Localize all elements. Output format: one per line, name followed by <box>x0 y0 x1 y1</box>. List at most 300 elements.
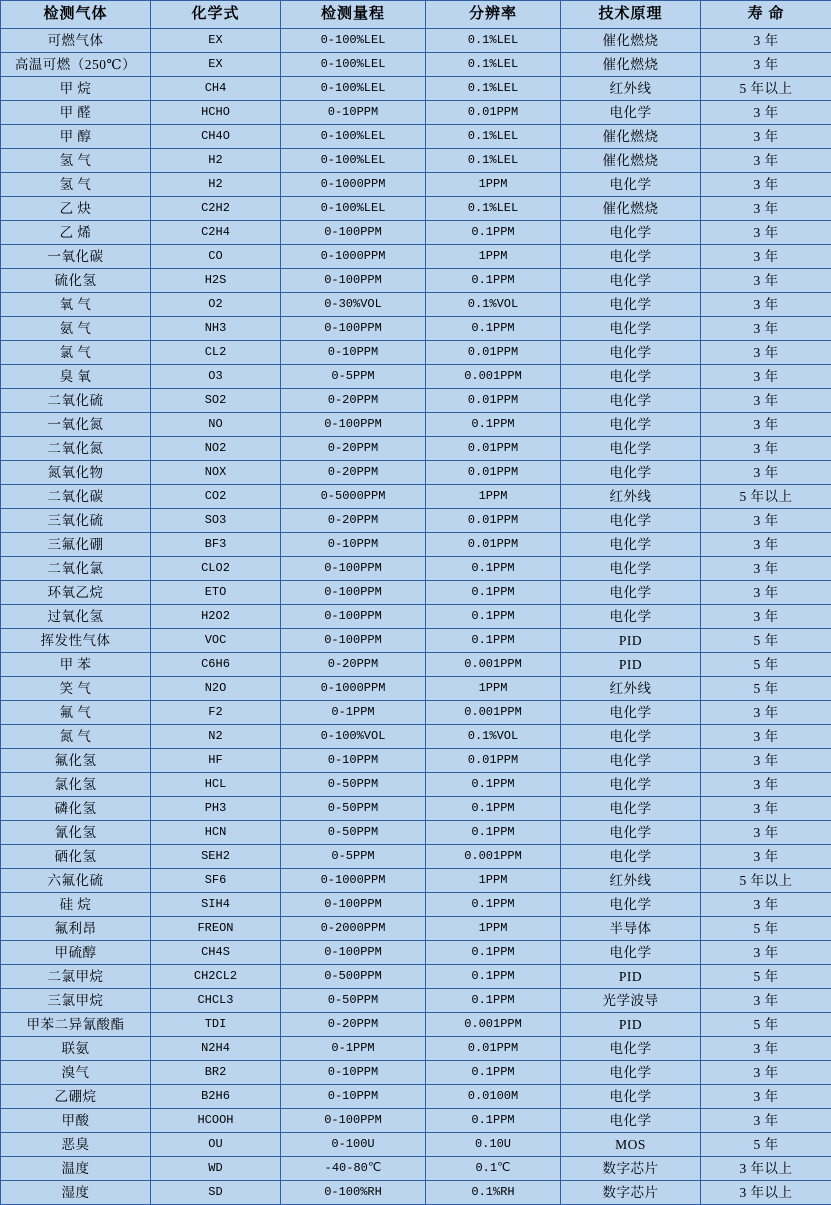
cell-range: 0-100%LEL <box>281 125 426 149</box>
cell-formula: SF6 <box>151 869 281 893</box>
cell-gas: 乙 烯 <box>1 221 151 245</box>
cell-lifetime: 3 年 <box>701 701 831 725</box>
cell-technology: 电化学 <box>561 581 701 605</box>
cell-gas: 联氨 <box>1 1037 151 1061</box>
cell-lifetime: 3 年 <box>701 53 831 77</box>
table-row <box>1 1181 831 1205</box>
cell-technology: PID <box>561 1013 701 1037</box>
cell-resolution: 0.01PPM <box>426 341 561 365</box>
cell-resolution: 0.1%LEL <box>426 149 561 173</box>
cell-range: 0-10PPM <box>281 533 426 557</box>
cell-gas: 甲 醛 <box>1 101 151 125</box>
cell-technology: 电化学 <box>561 605 701 629</box>
table-row <box>1 581 831 605</box>
cell-lifetime: 3 年 <box>701 989 831 1013</box>
table-row <box>1 1037 831 1061</box>
cell-resolution: 0.01PPM <box>426 389 561 413</box>
cell-technology: 电化学 <box>561 437 701 461</box>
cell-technology: 电化学 <box>561 725 701 749</box>
cell-resolution: 0.1PPM <box>426 821 561 845</box>
cell-gas: 二氯甲烷 <box>1 965 151 989</box>
cell-range: 0-100PPM <box>281 413 426 437</box>
cell-formula: B2H6 <box>151 1085 281 1109</box>
cell-technology: 电化学 <box>561 173 701 197</box>
cell-resolution: 0.1PPM <box>426 1061 561 1085</box>
cell-formula: SIH4 <box>151 893 281 917</box>
cell-technology: 电化学 <box>561 1109 701 1133</box>
cell-gas: 乙硼烷 <box>1 1085 151 1109</box>
cell-technology: 数字芯片 <box>561 1181 701 1205</box>
cell-technology: 电化学 <box>561 893 701 917</box>
cell-range: 0-100PPM <box>281 605 426 629</box>
cell-technology: 催化燃烧 <box>561 197 701 221</box>
table-row <box>1 1109 831 1133</box>
cell-resolution: 1PPM <box>426 869 561 893</box>
cell-lifetime: 3 年 <box>701 773 831 797</box>
table-row <box>1 797 831 821</box>
column-header-resolution: 分辨率 <box>426 1 561 29</box>
cell-technology: 催化燃烧 <box>561 125 701 149</box>
cell-gas: 氮氧化物 <box>1 461 151 485</box>
cell-gas: 高温可燃（250℃） <box>1 53 151 77</box>
cell-formula: HCN <box>151 821 281 845</box>
cell-formula: SEH2 <box>151 845 281 869</box>
cell-formula: N2O <box>151 677 281 701</box>
cell-lifetime: 3 年 <box>701 893 831 917</box>
table-row <box>1 701 831 725</box>
column-header-technology: 技术原理 <box>561 1 701 29</box>
cell-range: 0-100%LEL <box>281 77 426 101</box>
cell-lifetime: 5 年以上 <box>701 485 831 509</box>
cell-resolution: 0.1PPM <box>426 797 561 821</box>
cell-range: 0-50PPM <box>281 797 426 821</box>
cell-resolution: 0.1PPM <box>426 629 561 653</box>
cell-range: 0-100%LEL <box>281 53 426 77</box>
cell-technology: 红外线 <box>561 77 701 101</box>
table-row <box>1 773 831 797</box>
cell-resolution: 0.1PPM <box>426 989 561 1013</box>
cell-range: 0-20PPM <box>281 437 426 461</box>
cell-resolution: 0.1%LEL <box>426 53 561 77</box>
table-row <box>1 77 831 101</box>
cell-lifetime: 3 年 <box>701 1061 831 1085</box>
cell-technology: 催化燃烧 <box>561 53 701 77</box>
table-row <box>1 269 831 293</box>
table-row <box>1 1013 831 1037</box>
table-row <box>1 1061 831 1085</box>
cell-formula: F2 <box>151 701 281 725</box>
table-row <box>1 1157 831 1181</box>
cell-formula: H2O2 <box>151 605 281 629</box>
cell-range: 0-100%LEL <box>281 149 426 173</box>
cell-technology: 光学波导 <box>561 989 701 1013</box>
cell-lifetime: 5 年 <box>701 629 831 653</box>
cell-range: 0-100PPM <box>281 629 426 653</box>
cell-lifetime: 3 年 <box>701 1109 831 1133</box>
cell-formula: O3 <box>151 365 281 389</box>
cell-resolution: 0.1PPM <box>426 1109 561 1133</box>
cell-lifetime: 3 年 <box>701 749 831 773</box>
cell-technology: 红外线 <box>561 485 701 509</box>
cell-resolution: 0.1%VOL <box>426 725 561 749</box>
cell-range: 0-10PPM <box>281 341 426 365</box>
cell-technology: 电化学 <box>561 293 701 317</box>
cell-gas: 氯化氢 <box>1 773 151 797</box>
cell-gas: 六氟化硫 <box>1 869 151 893</box>
cell-lifetime: 3 年 <box>701 341 831 365</box>
cell-range: 0-5000PPM <box>281 485 426 509</box>
cell-formula: H2 <box>151 173 281 197</box>
cell-technology: 电化学 <box>561 317 701 341</box>
cell-lifetime: 5 年 <box>701 1013 831 1037</box>
cell-formula: CO2 <box>151 485 281 509</box>
cell-formula: C2H2 <box>151 197 281 221</box>
cell-resolution: 0.01PPM <box>426 437 561 461</box>
cell-formula: CH4S <box>151 941 281 965</box>
cell-technology: 电化学 <box>561 941 701 965</box>
cell-gas: 三氟化硼 <box>1 533 151 557</box>
cell-range: 0-50PPM <box>281 989 426 1013</box>
cell-gas: 三氯甲烷 <box>1 989 151 1013</box>
cell-formula: SD <box>151 1181 281 1205</box>
cell-formula: EX <box>151 53 281 77</box>
cell-lifetime: 3 年 <box>701 245 831 269</box>
cell-range: 0-100PPM <box>281 317 426 341</box>
cell-lifetime: 3 年 <box>701 845 831 869</box>
cell-gas: 恶臭 <box>1 1133 151 1157</box>
table-row <box>1 461 831 485</box>
cell-gas: 二氧化氯 <box>1 557 151 581</box>
cell-gas: 氨 气 <box>1 317 151 341</box>
cell-formula: OU <box>151 1133 281 1157</box>
table-row <box>1 125 831 149</box>
cell-lifetime: 3 年 <box>701 557 831 581</box>
cell-gas: 氧 气 <box>1 293 151 317</box>
cell-resolution: 0.1PPM <box>426 413 561 437</box>
cell-gas: 臭 氧 <box>1 365 151 389</box>
cell-formula: CH4 <box>151 77 281 101</box>
table-row <box>1 749 831 773</box>
cell-range: 0-50PPM <box>281 773 426 797</box>
cell-formula: CH4O <box>151 125 281 149</box>
cell-range: 0-1PPM <box>281 701 426 725</box>
cell-lifetime: 3 年 <box>701 509 831 533</box>
cell-resolution: 0.1PPM <box>426 581 561 605</box>
cell-lifetime: 3 年 <box>701 821 831 845</box>
cell-technology: 电化学 <box>561 701 701 725</box>
table-row <box>1 869 831 893</box>
cell-formula: CH2CL2 <box>151 965 281 989</box>
column-header-range: 检测量程 <box>281 1 426 29</box>
cell-gas: 过氧化氢 <box>1 605 151 629</box>
cell-formula: H2S <box>151 269 281 293</box>
cell-resolution: 0.01PPM <box>426 1037 561 1061</box>
cell-range: 0-10PPM <box>281 1085 426 1109</box>
table-row <box>1 917 831 941</box>
cell-range: 0-30%VOL <box>281 293 426 317</box>
cell-technology: PID <box>561 965 701 989</box>
cell-range: 0-20PPM <box>281 1013 426 1037</box>
cell-lifetime: 5 年 <box>701 677 831 701</box>
cell-range: 0-100%LEL <box>281 29 426 53</box>
cell-technology: 电化学 <box>561 101 701 125</box>
table-row <box>1 173 831 197</box>
cell-technology: 电化学 <box>561 221 701 245</box>
cell-resolution: 0.1%LEL <box>426 197 561 221</box>
cell-gas: 湿度 <box>1 1181 151 1205</box>
table-row <box>1 437 831 461</box>
cell-resolution: 0.1%LEL <box>426 29 561 53</box>
cell-resolution: 0.1℃ <box>426 1157 561 1181</box>
cell-lifetime: 5 年以上 <box>701 77 831 101</box>
cell-formula: H2 <box>151 149 281 173</box>
cell-resolution: 0.01PPM <box>426 509 561 533</box>
table-row <box>1 1133 831 1157</box>
cell-resolution: 0.10U <box>426 1133 561 1157</box>
cell-gas: 温度 <box>1 1157 151 1181</box>
cell-resolution: 0.1PPM <box>426 557 561 581</box>
cell-technology: 半导体 <box>561 917 701 941</box>
cell-formula: N2 <box>151 725 281 749</box>
column-header-formula: 化学式 <box>151 1 281 29</box>
cell-technology: PID <box>561 629 701 653</box>
table-row <box>1 221 831 245</box>
table-row <box>1 101 831 125</box>
cell-lifetime: 3 年 <box>701 221 831 245</box>
cell-range: 0-5PPM <box>281 365 426 389</box>
cell-lifetime: 5 年 <box>701 917 831 941</box>
table-row <box>1 197 831 221</box>
cell-technology: 电化学 <box>561 1061 701 1085</box>
cell-resolution: 0.1PPM <box>426 941 561 965</box>
cell-technology: 电化学 <box>561 509 701 533</box>
cell-resolution: 0.1%VOL <box>426 293 561 317</box>
cell-technology: 电化学 <box>561 365 701 389</box>
cell-formula: CL2 <box>151 341 281 365</box>
cell-technology: 电化学 <box>561 1037 701 1061</box>
cell-formula: CHCL3 <box>151 989 281 1013</box>
cell-resolution: 0.001PPM <box>426 653 561 677</box>
cell-lifetime: 5 年 <box>701 965 831 989</box>
table-row <box>1 341 831 365</box>
table-row <box>1 293 831 317</box>
table-header-row <box>1 1 831 29</box>
cell-gas: 甲 烷 <box>1 77 151 101</box>
cell-gas: 三氧化硫 <box>1 509 151 533</box>
cell-formula: CO <box>151 245 281 269</box>
cell-lifetime: 3 年 <box>701 365 831 389</box>
table-row <box>1 989 831 1013</box>
table-row <box>1 149 831 173</box>
cell-gas: 氢 气 <box>1 149 151 173</box>
table-row <box>1 29 831 53</box>
cell-technology: MOS <box>561 1133 701 1157</box>
cell-resolution: 0.0100M <box>426 1085 561 1109</box>
cell-range: 0-100U <box>281 1133 426 1157</box>
cell-range: 0-2000PPM <box>281 917 426 941</box>
cell-gas: 一氧化碳 <box>1 245 151 269</box>
cell-lifetime: 3 年 <box>701 1037 831 1061</box>
cell-gas: 磷化氢 <box>1 797 151 821</box>
table-row <box>1 965 831 989</box>
cell-resolution: 0.01PPM <box>426 101 561 125</box>
cell-lifetime: 3 年 <box>701 29 831 53</box>
cell-formula: WD <box>151 1157 281 1181</box>
cell-lifetime: 3 年 <box>701 293 831 317</box>
cell-gas: 甲硫醇 <box>1 941 151 965</box>
cell-formula: BF3 <box>151 533 281 557</box>
cell-formula: ETO <box>151 581 281 605</box>
table-row <box>1 485 831 509</box>
cell-resolution: 0.001PPM <box>426 1013 561 1037</box>
table-row <box>1 893 831 917</box>
cell-resolution: 0.1%RH <box>426 1181 561 1205</box>
cell-lifetime: 3 年 <box>701 797 831 821</box>
cell-formula: C6H6 <box>151 653 281 677</box>
table-row <box>1 365 831 389</box>
cell-lifetime: 3 年 <box>701 269 831 293</box>
cell-gas: 氢 气 <box>1 173 151 197</box>
cell-resolution: 0.1PPM <box>426 605 561 629</box>
cell-resolution: 1PPM <box>426 245 561 269</box>
cell-formula: SO3 <box>151 509 281 533</box>
cell-technology: 催化燃烧 <box>561 149 701 173</box>
cell-formula: BR2 <box>151 1061 281 1085</box>
cell-resolution: 0.1PPM <box>426 965 561 989</box>
cell-range: 0-500PPM <box>281 965 426 989</box>
cell-formula: CLO2 <box>151 557 281 581</box>
cell-technology: 电化学 <box>561 557 701 581</box>
cell-range: 0-10PPM <box>281 1061 426 1085</box>
cell-formula: HCHO <box>151 101 281 125</box>
cell-resolution: 0.001PPM <box>426 845 561 869</box>
cell-gas: 甲酸 <box>1 1109 151 1133</box>
cell-lifetime: 3 年 <box>701 125 831 149</box>
table-row <box>1 605 831 629</box>
cell-range: 0-50PPM <box>281 821 426 845</box>
table-row <box>1 509 831 533</box>
cell-lifetime: 3 年以上 <box>701 1157 831 1181</box>
cell-lifetime: 3 年 <box>701 149 831 173</box>
cell-gas: 甲苯二异氰酸酯 <box>1 1013 151 1037</box>
cell-gas: 硅 烷 <box>1 893 151 917</box>
table-row <box>1 317 831 341</box>
cell-range: 0-10PPM <box>281 101 426 125</box>
table-body <box>1 29 831 1205</box>
cell-gas: 二氧化氮 <box>1 437 151 461</box>
cell-resolution: 1PPM <box>426 917 561 941</box>
table-row <box>1 245 831 269</box>
cell-range: 0-5PPM <box>281 845 426 869</box>
cell-formula: NO <box>151 413 281 437</box>
cell-resolution: 0.1%LEL <box>426 77 561 101</box>
cell-formula: C2H4 <box>151 221 281 245</box>
cell-gas: 溴气 <box>1 1061 151 1085</box>
cell-gas: 氰化氢 <box>1 821 151 845</box>
cell-resolution: 0.01PPM <box>426 533 561 557</box>
cell-lifetime: 3 年 <box>701 101 831 125</box>
cell-gas: 氯 气 <box>1 341 151 365</box>
cell-gas: 氟 气 <box>1 701 151 725</box>
cell-range: 0-100PPM <box>281 269 426 293</box>
cell-resolution: 0.1PPM <box>426 269 561 293</box>
cell-lifetime: 3 年 <box>701 605 831 629</box>
cell-range: 0-100%RH <box>281 1181 426 1205</box>
cell-range: 0-100PPM <box>281 1109 426 1133</box>
cell-range: 0-20PPM <box>281 389 426 413</box>
cell-range: 0-1000PPM <box>281 245 426 269</box>
cell-formula: HCOOH <box>151 1109 281 1133</box>
cell-resolution: 0.1PPM <box>426 317 561 341</box>
cell-range: 0-100%VOL <box>281 725 426 749</box>
cell-resolution: 0.001PPM <box>426 701 561 725</box>
cell-gas: 氮 气 <box>1 725 151 749</box>
cell-technology: 电化学 <box>561 389 701 413</box>
cell-technology: 电化学 <box>561 749 701 773</box>
column-header-gas: 检测气体 <box>1 1 151 29</box>
cell-lifetime: 3 年 <box>701 317 831 341</box>
cell-gas: 硒化氢 <box>1 845 151 869</box>
cell-gas: 笑 气 <box>1 677 151 701</box>
cell-resolution: 0.01PPM <box>426 461 561 485</box>
cell-formula: EX <box>151 29 281 53</box>
cell-lifetime: 5 年 <box>701 653 831 677</box>
cell-lifetime: 3 年 <box>701 1085 831 1109</box>
cell-technology: 电化学 <box>561 845 701 869</box>
cell-range: 0-1000PPM <box>281 173 426 197</box>
cell-lifetime: 3 年 <box>701 533 831 557</box>
cell-resolution: 0.1PPM <box>426 221 561 245</box>
cell-technology: 电化学 <box>561 461 701 485</box>
cell-range: 0-1000PPM <box>281 677 426 701</box>
cell-gas: 硫化氢 <box>1 269 151 293</box>
cell-lifetime: 3 年 <box>701 941 831 965</box>
cell-formula: O2 <box>151 293 281 317</box>
cell-lifetime: 5 年 <box>701 1133 831 1157</box>
cell-resolution: 0.1PPM <box>426 773 561 797</box>
cell-lifetime: 3 年 <box>701 437 831 461</box>
cell-lifetime: 3 年 <box>701 389 831 413</box>
cell-lifetime: 3 年 <box>701 173 831 197</box>
cell-resolution: 1PPM <box>426 485 561 509</box>
cell-technology: 催化燃烧 <box>561 29 701 53</box>
cell-lifetime: 3 年 <box>701 461 831 485</box>
table-row <box>1 629 831 653</box>
cell-gas: 二氧化碳 <box>1 485 151 509</box>
cell-technology: 电化学 <box>561 821 701 845</box>
cell-lifetime: 3 年 <box>701 197 831 221</box>
cell-formula: NO2 <box>151 437 281 461</box>
cell-range: 0-100PPM <box>281 221 426 245</box>
table-row <box>1 845 831 869</box>
cell-technology: 电化学 <box>561 773 701 797</box>
cell-range: 0-100PPM <box>281 581 426 605</box>
cell-formula: NH3 <box>151 317 281 341</box>
cell-technology: PID <box>561 653 701 677</box>
cell-technology: 电化学 <box>561 269 701 293</box>
cell-formula: NOX <box>151 461 281 485</box>
cell-gas: 可燃气体 <box>1 29 151 53</box>
cell-gas: 一氧化氮 <box>1 413 151 437</box>
cell-range: 0-1000PPM <box>281 869 426 893</box>
cell-range: 0-100PPM <box>281 941 426 965</box>
cell-range: 0-20PPM <box>281 461 426 485</box>
cell-gas: 氟化氢 <box>1 749 151 773</box>
cell-range: 0-1PPM <box>281 1037 426 1061</box>
cell-range: 0-100PPM <box>281 557 426 581</box>
cell-formula: PH3 <box>151 797 281 821</box>
cell-range: 0-100PPM <box>281 893 426 917</box>
